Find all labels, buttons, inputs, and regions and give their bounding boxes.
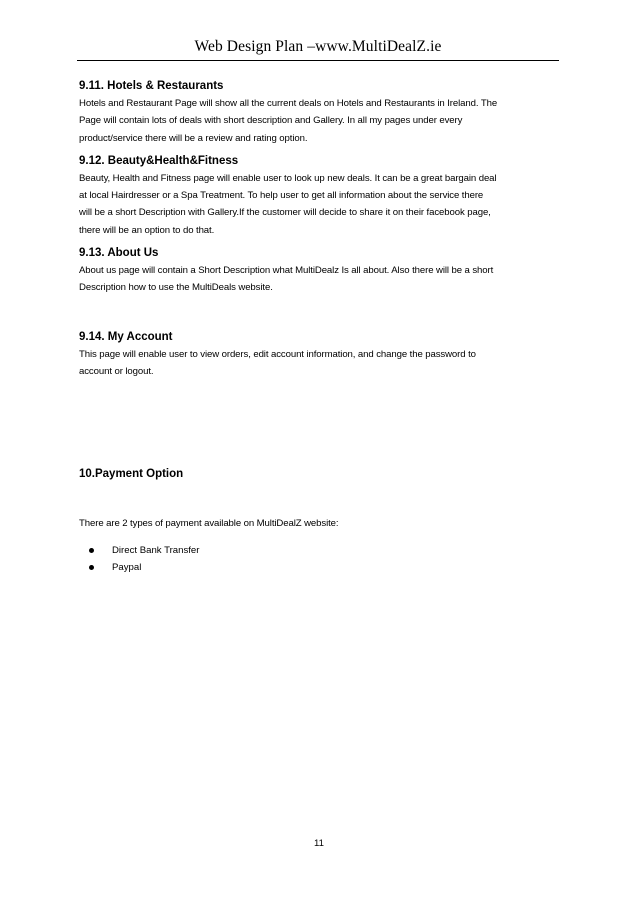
section-title: 10.Payment Option <box>79 468 184 481</box>
paragraph-line: This page will enable user to view orders, edit account information, and change the password to <box>79 348 476 360</box>
list-item <box>79 559 565 576</box>
section-title: 9.14. My Account <box>79 330 173 343</box>
bullet-icon <box>89 565 94 570</box>
section-payment-option <box>79 465 565 576</box>
section-beauty-health-fitness <box>79 152 565 239</box>
paragraph-line: Hotels and Restaurant Page will show all the current deals on Hotels and Restaurants in Ireland. The <box>79 98 498 109</box>
paragraph-line: account or logout. <box>79 365 154 377</box>
section-title: 9.11. Hotels & Restaurants <box>79 80 224 92</box>
payment-options-list <box>79 542 565 577</box>
paragraph-line: there will be an option to do that. <box>79 224 215 236</box>
payment-intro: There are 2 types of payment available on MultiDealZ website: <box>79 518 339 530</box>
list-item <box>79 542 565 559</box>
page-number: 11 <box>314 838 324 849</box>
paragraph-line: Page will contain lots of deals with short description and Gallery. In all my pages under every <box>79 115 463 127</box>
bullet-icon <box>89 548 94 553</box>
header-rule <box>77 60 559 61</box>
payment-option-label: Direct Bank Transfer <box>112 544 200 556</box>
paragraph-line: About us page will contain a Short Description what MultiDealz Is all about. Also there will be a short <box>79 265 494 277</box>
section-title: 9.13. About Us <box>79 247 159 260</box>
section-my-account <box>79 328 565 381</box>
payment-option-label: Paypal <box>112 561 142 573</box>
paragraph-line: Description how to use the MultiDeals website. <box>79 282 273 294</box>
page-header-title: Web Design Plan –www.MultiDealZ.ie <box>194 38 442 55</box>
paragraph-line: product/service there will be a review and rating option. <box>79 132 308 144</box>
section-about-us <box>79 244 565 297</box>
paragraph-line: Beauty, Health and Fitness page will enable user to look up new deals. It can be a great bargain deal <box>79 172 497 184</box>
paragraph-line: will be a short Description with Gallery.If the customer will decide to share it on their facebook page, <box>79 207 491 219</box>
paragraph-line: at local Hairdresser or a Spa Treatment. To help user to get all information about the service there <box>79 190 484 202</box>
section-title: 9.12. Beauty&Health&Fitness <box>79 154 239 167</box>
document-body <box>79 73 565 576</box>
section-hotels-restaurants <box>79 77 565 147</box>
